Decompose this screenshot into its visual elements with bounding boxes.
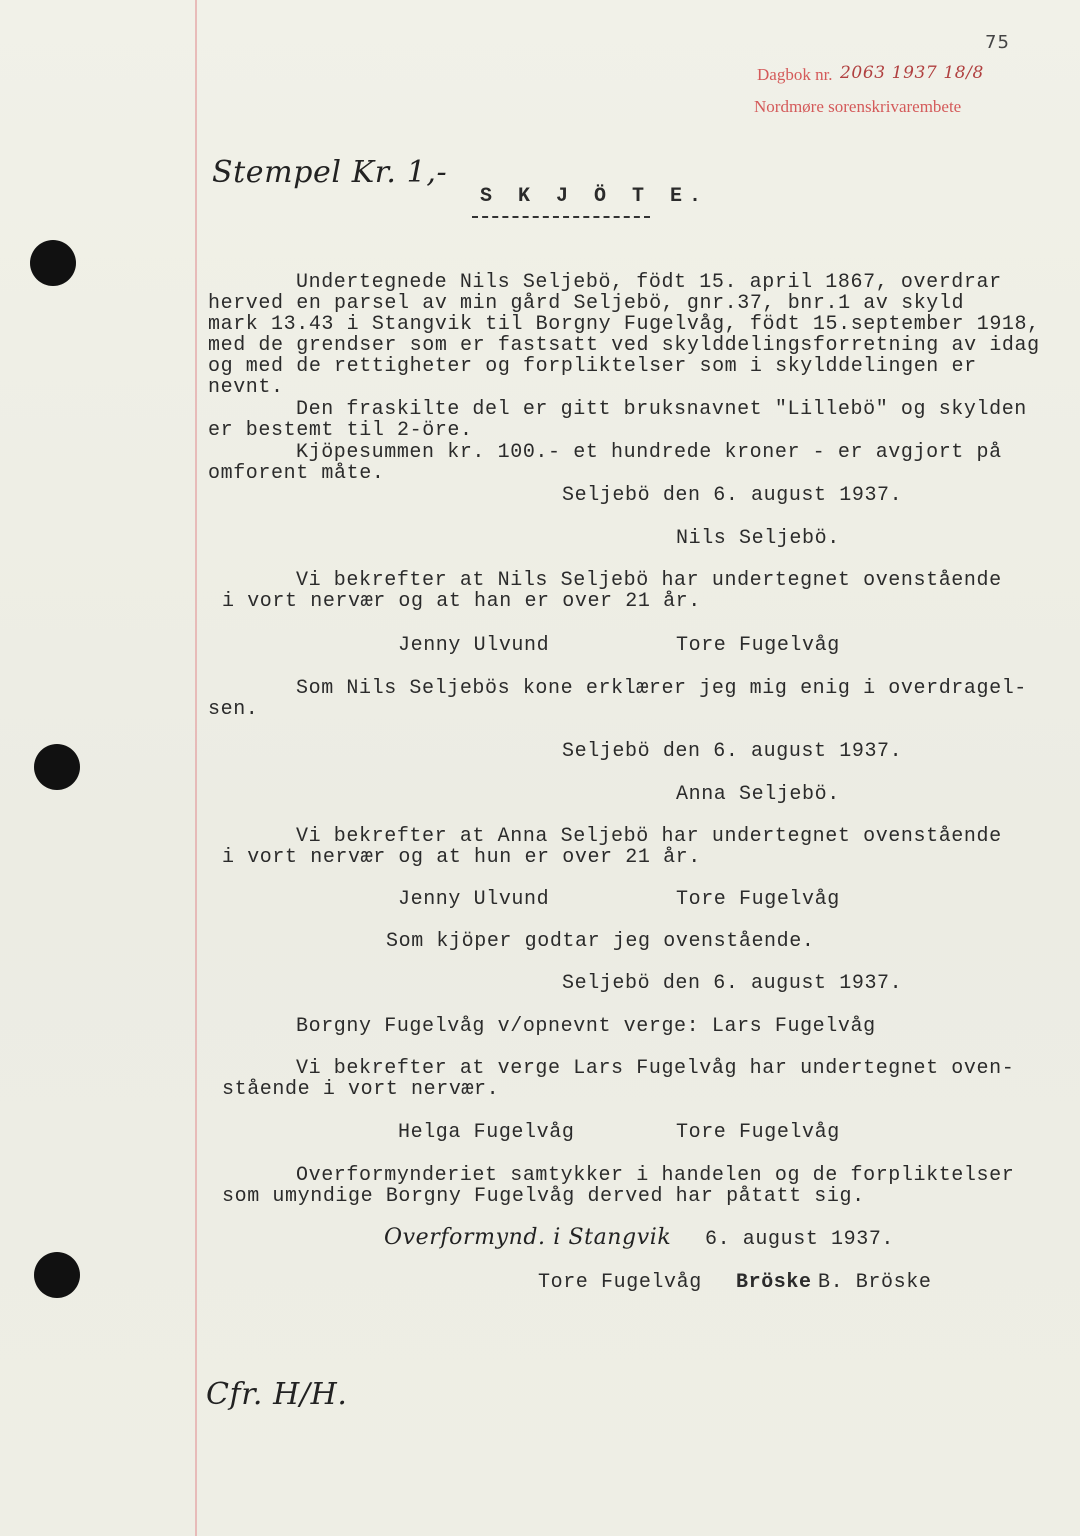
margin-rule (195, 0, 197, 1536)
witness2-signature-left: Jenny Ulvund (398, 888, 550, 911)
page-number: 75 (985, 32, 1010, 53)
guardian-date: 6. august 1937. (705, 1228, 895, 1251)
para1-line5: og med de rettigheter og forpliktelser som i skylddelingen er (208, 355, 977, 378)
para1-line6: nevnt. (208, 376, 284, 399)
guardian-place-handwritten: Overformynd. i Stangvik (384, 1225, 672, 1250)
guardian-consent-line2: som umyndige Borgny Fugelvåg derved har påtatt sig. (222, 1185, 865, 1208)
wife-consent-line2: sen. (208, 698, 259, 721)
date-line-2: Seljebö den 6. august 1937. (562, 740, 903, 763)
handwritten-stamp-note: Stempel Kr. 1,- (212, 155, 448, 190)
witness2-line2: i vort nervær og at hun er over 21 år. (222, 846, 701, 869)
title-underline (472, 216, 650, 218)
para2-line1: Den fraskilte del er gitt bruksnavnet "Lillebö" og skylden (296, 398, 1027, 421)
witness3-signature-right: Tore Fugelvåg (676, 1121, 840, 1144)
para1-line4: med de grendser som er fastsatt ved skylddelingsforretning av idag (208, 334, 1040, 357)
para2-line2: er bestemt til 2-öre. (208, 419, 473, 442)
signature-borgny: Borgny Fugelvåg v/opnevnt verge: Lars Fugelvåg (296, 1015, 876, 1038)
witness2-signature-right: Tore Fugelvåg (676, 888, 840, 911)
final-signature-left: Tore Fugelvåg (538, 1271, 702, 1294)
office-stamp: Nordmøre sorenskrivarembete (754, 97, 962, 116)
punch-hole-bottom (34, 1252, 80, 1298)
signature-anna: Anna Seljebö. (676, 783, 840, 806)
para1-line2: herved en parsel av min gård Seljebö, gnr.37, bnr.1 av skyld (208, 292, 965, 315)
witness3-line1: Vi bekrefter at verge Lars Fugelvåg har undertegnet oven- (296, 1057, 1015, 1080)
para3-line1: Kjöpesummen kr. 100.- et hundrede kroner - er avgjort på (296, 441, 1002, 464)
punch-hole-top (30, 240, 76, 286)
guardian-consent-line1: Overformynderiet samtykker i handelen og de forpliktelser (296, 1164, 1015, 1187)
witness3-line2: stående i vort nervær. (222, 1078, 500, 1101)
punch-hole-middle (34, 744, 80, 790)
document-title: S K J Ö T E. (480, 185, 709, 208)
witness1-signature-left: Jenny Ulvund (398, 634, 550, 657)
witness1-signature-right: Tore Fugelvåg (676, 634, 840, 657)
signature-nils: Nils Seljebö. (676, 527, 840, 550)
para1-line3: mark 13.43 i Stangvik til Borgny Fugelvåg, födt 15.september 1918, (208, 313, 1040, 336)
dagbok-label: Dagbok nr. (757, 65, 833, 84)
wife-consent-line1: Som Nils Seljebös kone erklærer jeg mig enig i overdragel- (296, 677, 1027, 700)
witness1-line2: i vort nervær og at han er over 21 år. (222, 590, 701, 613)
witness3-signature-left: Helga Fugelvåg (398, 1121, 575, 1144)
witness1-line1: Vi bekrefter at Nils Seljebö har undertegnet ovenstående (296, 569, 1002, 592)
buyer-acceptance: Som kjöper godtar jeg ovenstående. (386, 930, 815, 953)
witness2-line1: Vi bekrefter at Anna Seljebö har undertegnet ovenstående (296, 825, 1002, 848)
date-line-3: Seljebö den 6. august 1937. (562, 972, 903, 995)
para1-line1: Undertegnede Nils Seljebö, födt 15. april 1867, overdrar (296, 271, 1002, 294)
dagbok-handwritten-number: 2063 1937 18/8 (840, 63, 984, 83)
final-signature-mid: Bröske (736, 1271, 812, 1294)
para3-line2: omforent måte. (208, 462, 385, 485)
date-line-1: Seljebö den 6. august 1937. (562, 484, 903, 507)
final-signature-right: B. Bröske (818, 1271, 932, 1294)
handwritten-footer-note: Cfr. H/H. (206, 1377, 348, 1412)
